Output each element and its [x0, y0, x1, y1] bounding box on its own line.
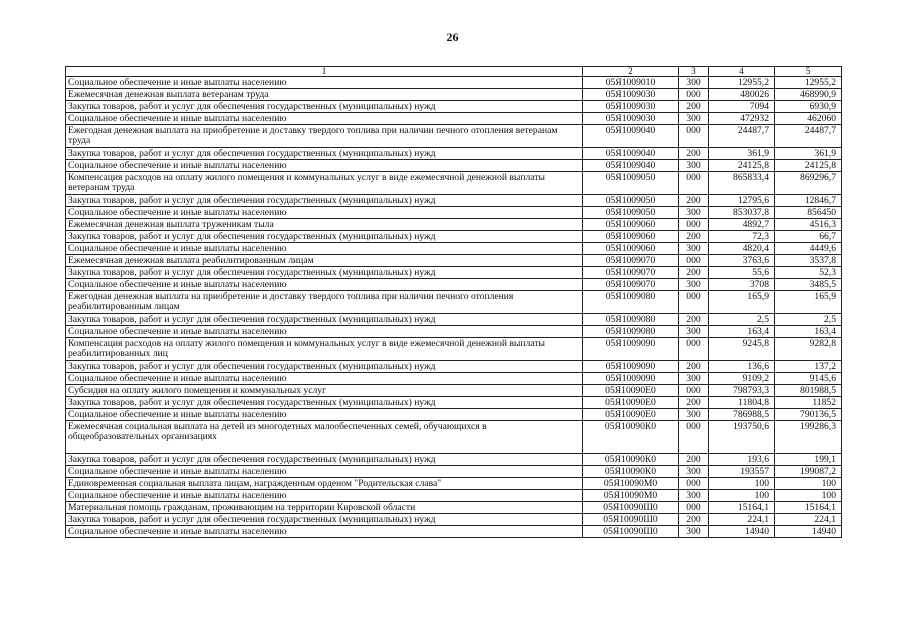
table-row — [66, 466, 842, 478]
expense-name-cell: Ежемесячная социальная выплата на детей из многодетных малообеспеченных семей, обучающихся в общеобразовательных организациях — [66, 421, 583, 454]
header-col-4: 4 — [709, 67, 775, 77]
table-row — [66, 490, 842, 502]
target-code-cell: 05Я1009070 — [583, 279, 679, 291]
amount-col-4-cell: 3708 — [709, 279, 775, 291]
amount-col-4-cell: 12955,2 — [709, 77, 775, 89]
amount-col-5-cell: 869296,7 — [775, 172, 842, 195]
expense-kind-cell: 000 — [679, 385, 709, 397]
target-code-cell: 05Я10090Ш0 — [583, 526, 679, 538]
amount-col-5-cell: 9145,6 — [775, 373, 842, 385]
amount-col-4-cell: 72,3 — [709, 231, 775, 243]
expense-kind-cell: 200 — [679, 101, 709, 113]
expense-kind-cell: 200 — [679, 195, 709, 207]
amount-col-5-cell: 199087,2 — [775, 466, 842, 478]
amount-col-5-cell: 15164,1 — [775, 502, 842, 514]
target-code-cell: 05Я1009080 — [583, 291, 679, 314]
table-row — [66, 89, 842, 101]
amount-col-5-cell: 52,3 — [775, 267, 842, 279]
expense-kind-cell: 300 — [679, 526, 709, 538]
amount-col-4-cell: 865833,4 — [709, 172, 775, 195]
amount-col-4-cell: 55,6 — [709, 267, 775, 279]
header-col-2: 2 — [583, 67, 679, 77]
expense-kind-cell: 000 — [679, 421, 709, 454]
table-row — [66, 514, 842, 526]
expense-kind-cell: 000 — [679, 338, 709, 361]
target-code-cell: 05Я1009050 — [583, 172, 679, 195]
amount-col-5-cell: 11852 — [775, 397, 842, 409]
table-row — [66, 314, 842, 326]
expense-name-cell: Закупка товаров, работ и услуг для обеспечения государственных (муниципальных) нужд — [66, 314, 583, 326]
table-row — [66, 421, 842, 454]
expense-name-cell: Ежемесячная денежная выплата ветеранам труда — [66, 89, 583, 101]
amount-col-5-cell: 801988,5 — [775, 385, 842, 397]
amount-col-4-cell: 2,5 — [709, 314, 775, 326]
table-row — [66, 172, 842, 195]
table-row — [66, 326, 842, 338]
page-number: 26 — [446, 30, 459, 44]
target-code-cell: 05Я1009060 — [583, 243, 679, 255]
expense-kind-cell: 000 — [679, 172, 709, 195]
expense-name-cell: Социальное обеспечение и иные выплаты населению — [66, 526, 583, 538]
expense-name-cell: Закупка товаров, работ и услуг для обеспечения государственных (муниципальных) нужд — [66, 231, 583, 243]
target-code-cell: 05Я1009060 — [583, 231, 679, 243]
target-code-cell: 05Я1009090 — [583, 361, 679, 373]
expense-name-cell: Социальное обеспечение и иные выплаты населению — [66, 160, 583, 172]
expense-name-cell: Ежемесячная денежная выплата реабилитированным лицам — [66, 255, 583, 267]
target-code-cell: 05Я1009080 — [583, 326, 679, 338]
target-code-cell: 05Я10090Ш0 — [583, 502, 679, 514]
expense-kind-cell: 300 — [679, 207, 709, 219]
expense-kind-cell: 300 — [679, 466, 709, 478]
expense-kind-cell: 000 — [679, 219, 709, 231]
amount-col-5-cell: 66,7 — [775, 231, 842, 243]
table-row — [66, 502, 842, 514]
expense-kind-cell: 000 — [679, 125, 709, 148]
expense-name-cell: Субсидия на оплату жилого помещения и коммунальных услуг — [66, 385, 583, 397]
expense-kind-cell: 000 — [679, 478, 709, 490]
table-row — [66, 231, 842, 243]
table-row — [66, 160, 842, 172]
amount-col-5-cell: 468990,9 — [775, 89, 842, 101]
amount-col-5-cell: 224,1 — [775, 514, 842, 526]
target-code-cell: 05Я1009040 — [583, 148, 679, 160]
table-row — [66, 219, 842, 231]
amount-col-5-cell: 100 — [775, 478, 842, 490]
table-row — [66, 77, 842, 89]
target-code-cell: 05Я1009050 — [583, 207, 679, 219]
amount-col-4-cell: 4892,7 — [709, 219, 775, 231]
amount-col-5-cell: 100 — [775, 490, 842, 502]
table-row — [66, 255, 842, 267]
expense-kind-cell: 200 — [679, 397, 709, 409]
amount-col-4-cell: 9109,2 — [709, 373, 775, 385]
table-row — [66, 338, 842, 361]
amount-col-5-cell: 163,4 — [775, 326, 842, 338]
table-row — [66, 454, 842, 466]
amount-col-4-cell: 163,4 — [709, 326, 775, 338]
table-row — [66, 113, 842, 125]
amount-col-5-cell: 24487,7 — [775, 125, 842, 148]
expense-kind-cell: 000 — [679, 291, 709, 314]
expense-kind-cell: 200 — [679, 454, 709, 466]
expense-kind-cell: 300 — [679, 243, 709, 255]
expense-kind-cell: 200 — [679, 361, 709, 373]
target-code-cell: 05Я1009070 — [583, 255, 679, 267]
expense-name-cell: Закупка товаров, работ и услуг для обеспечения государственных (муниципальных) нужд — [66, 148, 583, 160]
expense-name-cell: Социальное обеспечение и иные выплаты населению — [66, 207, 583, 219]
amount-col-5-cell: 4449,6 — [775, 243, 842, 255]
expense-name-cell: Компенсация расходов на оплату жилого помещения и коммунальных услуг в виде ежемесячной денежной выплаты ветеранам труда — [66, 172, 583, 195]
target-code-cell: 05Я1009030 — [583, 113, 679, 125]
expense-name-cell: Единовременная социальная выплата лицам, награжденным орденом "Родительская слава" — [66, 478, 583, 490]
target-code-cell: 05Я1009040 — [583, 160, 679, 172]
amount-col-4-cell: 786988,5 — [709, 409, 775, 421]
amount-col-4-cell: 4820,4 — [709, 243, 775, 255]
table-row — [66, 267, 842, 279]
amount-col-4-cell: 11804,8 — [709, 397, 775, 409]
amount-col-4-cell: 24125,8 — [709, 160, 775, 172]
amount-col-4-cell: 480026 — [709, 89, 775, 101]
amount-col-5-cell: 14940 — [775, 526, 842, 538]
table-row — [66, 361, 842, 373]
expense-name-cell: Социальное обеспечение и иные выплаты населению — [66, 373, 583, 385]
table-row — [66, 478, 842, 490]
header-row — [66, 67, 842, 77]
expense-kind-cell: 300 — [679, 279, 709, 291]
expense-name-cell: Компенсация расходов на оплату жилого помещения и коммунальных услуг в виде ежемесячной денежной выплаты реабилитированных лиц — [66, 338, 583, 361]
expense-kind-cell: 300 — [679, 160, 709, 172]
amount-col-4-cell: 24487,7 — [709, 125, 775, 148]
amount-col-4-cell: 100 — [709, 490, 775, 502]
target-code-cell: 05Я10090Е0 — [583, 385, 679, 397]
table-row — [66, 409, 842, 421]
amount-col-4-cell: 7094 — [709, 101, 775, 113]
table-row — [66, 125, 842, 148]
amount-col-5-cell: 361,9 — [775, 148, 842, 160]
target-code-cell: 05Я1009090 — [583, 338, 679, 361]
expense-name-cell: Социальное обеспечение и иные выплаты населению — [66, 77, 583, 89]
amount-col-5-cell: 856450 — [775, 207, 842, 219]
expense-kind-cell: 200 — [679, 314, 709, 326]
target-code-cell: 05Я10090М0 — [583, 490, 679, 502]
header-col-1: 1 — [66, 67, 583, 77]
target-code-cell: 05Я10090Е0 — [583, 409, 679, 421]
target-code-cell: 05Я1009030 — [583, 101, 679, 113]
expense-kind-cell: 300 — [679, 373, 709, 385]
expense-name-cell: Социальное обеспечение и иные выплаты населению — [66, 113, 583, 125]
table-row — [66, 291, 842, 314]
amount-col-5-cell: 9282,8 — [775, 338, 842, 361]
amount-col-4-cell: 136,6 — [709, 361, 775, 373]
table-row — [66, 373, 842, 385]
expense-kind-cell: 300 — [679, 77, 709, 89]
expense-name-cell: Закупка товаров, работ и услуг для обеспечения государственных (муниципальных) нужд — [66, 397, 583, 409]
expense-name-cell: Закупка товаров, работ и услуг для обеспечения государственных (муниципальных) нужд — [66, 267, 583, 279]
target-code-cell: 05Я1009040 — [583, 125, 679, 148]
amount-col-4-cell: 9245,8 — [709, 338, 775, 361]
target-code-cell: 05Я1009030 — [583, 89, 679, 101]
target-code-cell: 05Я10090Ш0 — [583, 514, 679, 526]
amount-col-5-cell: 165,9 — [775, 291, 842, 314]
expense-name-cell: Материальная помощь гражданам, проживающим на территории Кировской области — [66, 502, 583, 514]
amount-col-4-cell: 15164,1 — [709, 502, 775, 514]
amount-col-5-cell: 4516,3 — [775, 219, 842, 231]
expense-name-cell: Социальное обеспечение и иные выплаты населению — [66, 326, 583, 338]
table-body — [66, 77, 842, 538]
amount-col-4-cell: 193,6 — [709, 454, 775, 466]
expense-name-cell: Закупка товаров, работ и услуг для обеспечения государственных (муниципальных) нужд — [66, 195, 583, 207]
target-code-cell: 05Я1009090 — [583, 373, 679, 385]
amount-col-5-cell: 3537,8 — [775, 255, 842, 267]
table-row — [66, 195, 842, 207]
target-code-cell: 05Я10090М0 — [583, 478, 679, 490]
target-code-cell: 05Я10090К0 — [583, 421, 679, 454]
table-header — [66, 67, 842, 77]
table-row — [66, 148, 842, 160]
amount-col-4-cell: 361,9 — [709, 148, 775, 160]
expense-name-cell: Социальное обеспечение и иные выплаты населению — [66, 243, 583, 255]
table-row — [66, 526, 842, 538]
target-code-cell: 05Я10090Е0 — [583, 397, 679, 409]
expense-name-cell: Социальное обеспечение и иные выплаты населению — [66, 279, 583, 291]
budget-table — [65, 66, 842, 538]
amount-col-5-cell: 24125,8 — [775, 160, 842, 172]
amount-col-5-cell: 790136,5 — [775, 409, 842, 421]
table-row — [66, 101, 842, 113]
expense-name-cell: Ежемесячная денежная выплата труженикам тыла — [66, 219, 583, 231]
amount-col-5-cell: 6930,9 — [775, 101, 842, 113]
target-code-cell: 05Я1009050 — [583, 195, 679, 207]
amount-col-4-cell: 472932 — [709, 113, 775, 125]
expense-name-cell: Социальное обеспечение и иные выплаты населению — [66, 466, 583, 478]
amount-col-4-cell: 798793,3 — [709, 385, 775, 397]
expense-name-cell: Закупка товаров, работ и услуг для обеспечения государственных (муниципальных) нужд — [66, 514, 583, 526]
amount-col-5-cell: 199,1 — [775, 454, 842, 466]
target-code-cell: 05Я1009070 — [583, 267, 679, 279]
amount-col-4-cell: 224,1 — [709, 514, 775, 526]
amount-col-4-cell: 12795,6 — [709, 195, 775, 207]
expense-kind-cell: 300 — [679, 113, 709, 125]
expense-kind-cell: 200 — [679, 514, 709, 526]
expense-name-cell: Ежегодная денежная выплата на приобретение и доставку твердого топлива при наличии печного отопления ветеранам труда — [66, 125, 583, 148]
expense-kind-cell: 200 — [679, 267, 709, 279]
expense-name-cell: Социальное обеспечение и иные выплаты населению — [66, 409, 583, 421]
amount-col-4-cell: 193557 — [709, 466, 775, 478]
amount-col-4-cell: 3763,6 — [709, 255, 775, 267]
expense-kind-cell: 300 — [679, 326, 709, 338]
table-row — [66, 207, 842, 219]
target-code-cell: 05Я1009080 — [583, 314, 679, 326]
table-row — [66, 397, 842, 409]
amount-col-5-cell: 137,2 — [775, 361, 842, 373]
expense-kind-cell: 200 — [679, 231, 709, 243]
table-row — [66, 279, 842, 291]
expense-name-cell: Ежегодная денежная выплата на приобретение и доставку твердого топлива при наличии печного отопления реабилитированным лицам — [66, 291, 583, 314]
expense-kind-cell: 200 — [679, 148, 709, 160]
amount-col-4-cell: 853037,8 — [709, 207, 775, 219]
amount-col-5-cell: 462060 — [775, 113, 842, 125]
table-row — [66, 385, 842, 397]
amount-col-4-cell: 165,9 — [709, 291, 775, 314]
target-code-cell: 05Я1009010 — [583, 77, 679, 89]
amount-col-4-cell: 193750,6 — [709, 421, 775, 454]
expense-kind-cell: 300 — [679, 490, 709, 502]
expense-name-cell: Социальное обеспечение и иные выплаты населению — [66, 490, 583, 502]
expense-name-cell: Закупка товаров, работ и услуг для обеспечения государственных (муниципальных) нужд — [66, 101, 583, 113]
table-row — [66, 243, 842, 255]
expense-kind-cell: 300 — [679, 409, 709, 421]
target-code-cell: 05Я10090К0 — [583, 466, 679, 478]
expense-name-cell: Закупка товаров, работ и услуг для обеспечения государственных (муниципальных) нужд — [66, 454, 583, 466]
header-col-5: 5 — [775, 67, 842, 77]
amount-col-4-cell: 100 — [709, 478, 775, 490]
amount-col-5-cell: 199286,3 — [775, 421, 842, 454]
target-code-cell: 05Я1009060 — [583, 219, 679, 231]
amount-col-4-cell: 14940 — [709, 526, 775, 538]
expense-kind-cell: 000 — [679, 502, 709, 514]
amount-col-5-cell: 2,5 — [775, 314, 842, 326]
expense-kind-cell: 000 — [679, 89, 709, 101]
amount-col-5-cell: 3485,5 — [775, 279, 842, 291]
header-col-3: 3 — [679, 67, 709, 77]
amount-col-5-cell: 12846,7 — [775, 195, 842, 207]
amount-col-5-cell: 12955,2 — [775, 77, 842, 89]
expense-name-cell: Закупка товаров, работ и услуг для обеспечения государственных (муниципальных) нужд — [66, 361, 583, 373]
expense-kind-cell: 000 — [679, 255, 709, 267]
target-code-cell: 05Я10090К0 — [583, 454, 679, 466]
